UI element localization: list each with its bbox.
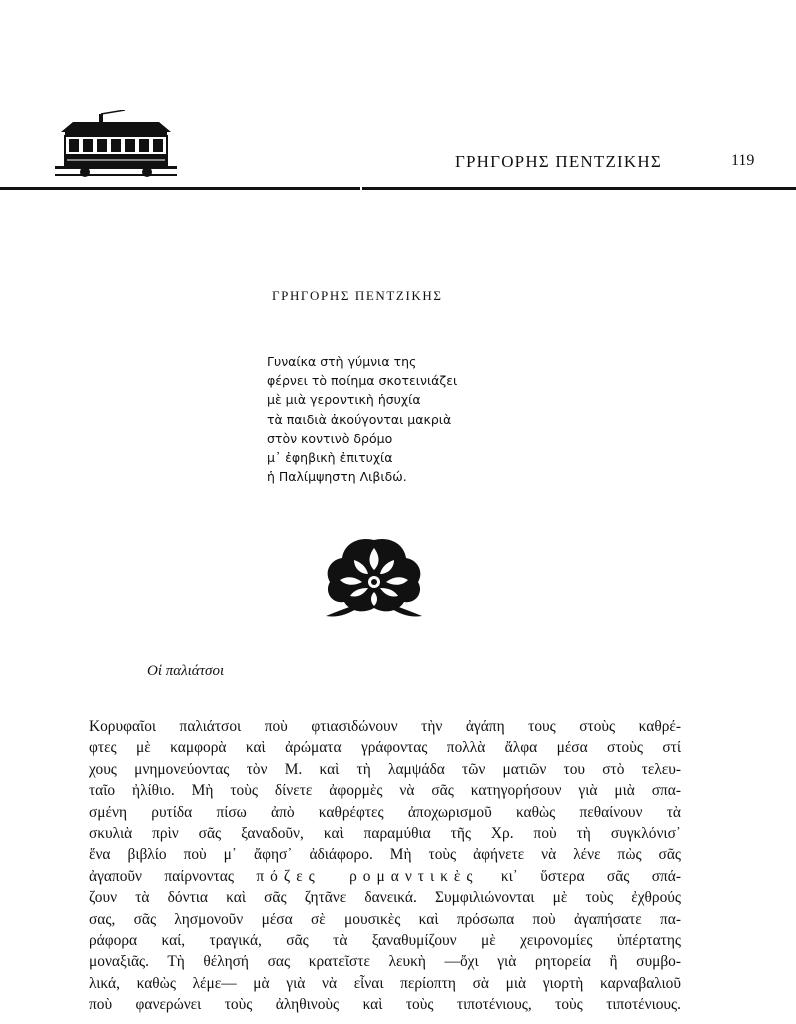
poem-author: ΓΡΗΓΟΡΗΣ ΠΕΝΤΖΙΚΗΣ bbox=[272, 288, 443, 303]
text-line: μοναξιᾶς. Τὴ θέλησή σας κρατεῖστε λευκὴ —ὄχι γιὰ ρητορεία ἢ συμβο- bbox=[89, 953, 681, 971]
page-number: 119 bbox=[731, 152, 755, 169]
text-fragment: κι᾿ ὕστερα σᾶς σπά- bbox=[500, 867, 681, 885]
text-line: ἕνα βιβλίο ποὺ μ᾿ ἄφησ᾿ ἀδιάφορο. Μὴ τοὺς ἀφήνετε νὰ λένε πὼς σᾶς bbox=[89, 846, 681, 864]
text-line: σκυλιὰ πρὶν σᾶς ξαναδοῦν, καὶ παραμύθια τῆς Χρ. ποὺ τὴ συγκλόνισ᾿ bbox=[89, 824, 681, 842]
text-line: φτες μὲ καμφορὰ καὶ ἀρώματα γράφοντας πολλὰ ἄλφα μέσα στοὺς στί bbox=[89, 739, 681, 757]
poem-line: μὲ μιὰ γεροντικὴ ἡσυχία bbox=[267, 392, 421, 408]
poem-line: μ᾿ ἐφηβικὴ ἐπιτυχία bbox=[267, 449, 393, 465]
header-rule-gap bbox=[360, 187, 362, 190]
poem-line: φέρνει τὸ ποίημα σκοτεινιάζει bbox=[267, 373, 458, 389]
body-text bbox=[89, 716, 681, 1015]
text-line: σμένη ρυτίδα πίσω ἀπὸ καθρέφτες ἀποχωρισμοῦ καθὼς πεθαίνουν τὰ bbox=[89, 803, 681, 821]
poem bbox=[267, 352, 457, 486]
header-rule bbox=[0, 187, 796, 190]
text-line: ζουν τὰ δόντια καὶ σᾶς ζητᾶνε δανεικά. Συμφιλιώνονται μὲ τοὺς ἐχθρούς bbox=[89, 889, 681, 907]
text-line: ράφορα καί, τραγικά, σᾶς τὰ ξαναθυμίζουν μὲ χειρονομίες ὑπέρτατης bbox=[89, 931, 681, 949]
emphasized-phrase: πόζες ρομαντικὲς bbox=[256, 867, 479, 885]
text-line: Κορυφαῖοι παλιάτσοι ποὺ φτιασιδώνουν τὴν ἀγάπη τους στοὺς καθρέ- bbox=[89, 718, 681, 735]
text-line: ποὺ φανερώνει τοὺς ἀληθινοὺς καὶ τοὺς τιποτένιους, τοὺς τιποτένιους. bbox=[89, 996, 681, 1014]
poem-line: ἡ Παλίμψηστη Λιβιδώ. bbox=[267, 469, 407, 485]
section-title: Οἱ παλιάτσοι bbox=[147, 663, 225, 679]
text-line-spaced bbox=[89, 866, 681, 887]
text-fragment: ἀγαποῦν παίρνοντας bbox=[89, 867, 234, 885]
poem-line: Γυναίκα στὴ γύμνια της bbox=[267, 354, 417, 369]
text-line: λικά, καθὼς λέμε— μὰ γιὰ νὰ εἶναι περίοπτη σὰ μιὰ γιορτὴ καρναβαλιοῦ bbox=[89, 974, 681, 992]
poem-line: στὸν κοντινὸ δρόμο bbox=[267, 430, 393, 446]
poem-line: τὰ παιδιὰ ἀκούγονται μακριὰ bbox=[267, 411, 452, 427]
tram-car-icon bbox=[55, 110, 177, 178]
text-line: χους μνημονεύοντας τὸν Μ. καὶ τὴ λαμψάδα τῶν ματιῶν του στὸ τελευ- bbox=[89, 760, 681, 778]
flower-vignette-icon bbox=[318, 534, 430, 620]
running-head: ΓΡΗΓΟΡΗΣ ΠΕΝΤΖΙΚΗΣ bbox=[455, 152, 662, 171]
text-line: ταῖο ἠλίθιο. Μὴ τοὺς δίνετε ἀφορμὲς νὰ σᾶς κατηγορήσουν γιὰ μιὰ σπα- bbox=[89, 782, 681, 800]
text-line: σας, σᾶς λησμονοῦν μέσα σὲ μουσικὲς καὶ πρόσωπα ποὺ ἀγαπήσατε πα- bbox=[89, 910, 681, 928]
